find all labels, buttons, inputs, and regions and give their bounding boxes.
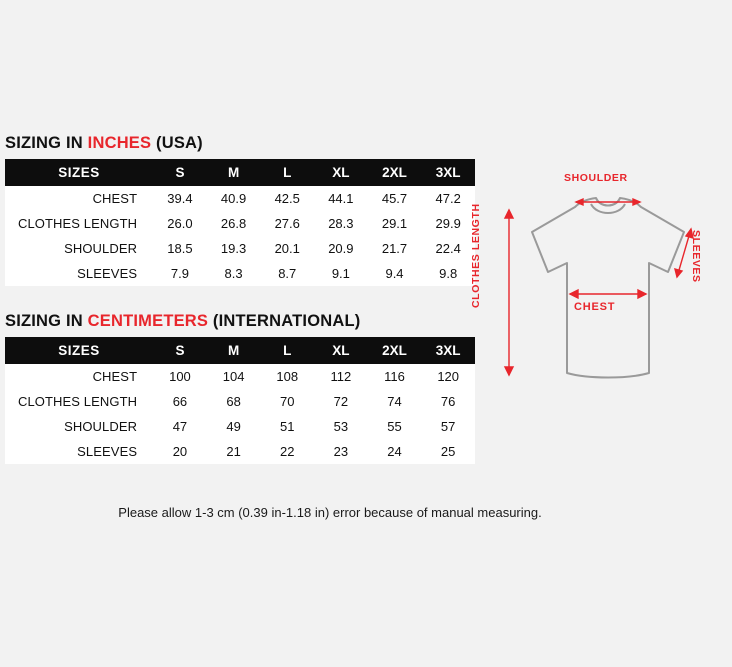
inches-chest-s: 39.4 xyxy=(153,186,207,211)
inches-size-table xyxy=(5,159,475,286)
table-row xyxy=(5,186,475,211)
table-row xyxy=(5,261,475,286)
table-row xyxy=(5,364,475,389)
inches-chest-3xl: 47.2 xyxy=(421,186,475,211)
inches-heading-suffix: (USA) xyxy=(151,134,203,152)
centimeters-chest-xl: 112 xyxy=(314,364,368,389)
tshirt-diagram xyxy=(470,160,728,425)
inches-sleeves-s: 7.9 xyxy=(153,261,207,286)
inches-sleeves-xl: 9.1 xyxy=(314,261,368,286)
centimeters-col-s: S xyxy=(153,337,207,364)
tshirt-illustration-svg xyxy=(478,160,728,425)
inches-shoulder-l: 20.1 xyxy=(260,236,314,261)
inches-sleeves-3xl: 9.8 xyxy=(421,261,475,286)
clothes-length-label: CLOTHES LENGTH xyxy=(470,203,482,308)
chest-measure-arrow xyxy=(570,290,646,298)
inches-clothes-length-2xl: 29.1 xyxy=(368,211,422,236)
measurement-note: Please allow 1-3 cm (0.39 in-1.18 in) error because of manual measuring. xyxy=(118,505,542,520)
inches-row-label-sleeves: SLEEVES xyxy=(5,261,153,286)
centimeters-chest-2xl: 116 xyxy=(368,364,422,389)
centimeters-col-xl: XL xyxy=(314,337,368,364)
inches-row-label-clothes-length: CLOTHES LENGTH xyxy=(5,211,153,236)
inches-header-row xyxy=(5,159,475,186)
centimeters-col-2xl: 2XL xyxy=(368,337,422,364)
inches-clothes-length-3xl: 29.9 xyxy=(421,211,475,236)
inches-shoulder-3xl: 22.4 xyxy=(421,236,475,261)
shoulder-label: SHOULDER xyxy=(564,172,628,184)
inches-shoulder-s: 18.5 xyxy=(153,236,207,261)
inches-clothes-length-l: 27.6 xyxy=(260,211,314,236)
centimeters-table-heading xyxy=(5,312,475,331)
centimeters-heading-highlight: CENTIMETERS xyxy=(87,312,209,330)
centimeters-sleeves-m: 21 xyxy=(207,439,261,464)
centimeters-shoulder-m: 49 xyxy=(207,414,261,439)
inches-col-xl: XL xyxy=(314,159,368,186)
centimeters-shoulder-3xl: 57 xyxy=(421,414,475,439)
centimeters-heading-prefix: SIZING IN xyxy=(5,312,88,330)
inches-col-3xl: 3XL xyxy=(421,159,475,186)
tables-spacer xyxy=(5,286,475,312)
centimeters-clothes-length-3xl: 76 xyxy=(421,389,475,414)
inches-chest-l: 42.5 xyxy=(260,186,314,211)
inches-row-label-shoulder: SHOULDER xyxy=(5,236,153,261)
centimeters-chest-l: 108 xyxy=(260,364,314,389)
inches-chest-2xl: 45.7 xyxy=(368,186,422,211)
inches-row-label-chest: CHEST xyxy=(5,186,153,211)
inches-col-m: M xyxy=(207,159,261,186)
centimeters-sleeves-2xl: 24 xyxy=(368,439,422,464)
clothes-length-measure-arrow xyxy=(505,210,513,375)
centimeters-row-label-shoulder: SHOULDER xyxy=(5,414,153,439)
inches-shoulder-m: 19.3 xyxy=(207,236,261,261)
table-row xyxy=(5,211,475,236)
centimeters-col-sizes: SIZES xyxy=(5,337,153,364)
inches-table-body xyxy=(5,186,475,286)
centimeters-clothes-length-s: 66 xyxy=(153,389,207,414)
inches-chest-xl: 44.1 xyxy=(314,186,368,211)
chest-label: CHEST xyxy=(574,301,616,313)
centimeters-chest-s: 100 xyxy=(153,364,207,389)
centimeters-row-label-chest: CHEST xyxy=(5,364,153,389)
centimeters-sleeves-s: 20 xyxy=(153,439,207,464)
inches-chest-m: 40.9 xyxy=(207,186,261,211)
centimeters-row-label-clothes-length: CLOTHES LENGTH xyxy=(5,389,153,414)
centimeters-table-body xyxy=(5,364,475,464)
centimeters-shoulder-xl: 53 xyxy=(314,414,368,439)
tshirt-outline xyxy=(532,198,684,378)
inches-col-sizes: SIZES xyxy=(5,159,153,186)
inches-table-head xyxy=(5,159,475,186)
inches-sleeves-m: 8.3 xyxy=(207,261,261,286)
inches-col-s: S xyxy=(153,159,207,186)
centimeters-shoulder-s: 47 xyxy=(153,414,207,439)
centimeters-size-table xyxy=(5,337,475,464)
table-row xyxy=(5,439,475,464)
table-row xyxy=(5,414,475,439)
inches-table-heading xyxy=(5,134,475,153)
inches-clothes-length-m: 26.8 xyxy=(207,211,261,236)
centimeters-clothes-length-l: 70 xyxy=(260,389,314,414)
inches-clothes-length-xl: 28.3 xyxy=(314,211,368,236)
table-row xyxy=(5,236,475,261)
centimeters-header-row xyxy=(5,337,475,364)
centimeters-shoulder-l: 51 xyxy=(260,414,314,439)
inches-heading-prefix: SIZING IN xyxy=(5,134,88,152)
inches-shoulder-xl: 20.9 xyxy=(314,236,368,261)
centimeters-sleeves-xl: 23 xyxy=(314,439,368,464)
inches-heading-highlight: INCHES xyxy=(87,134,152,152)
centimeters-col-l: L xyxy=(260,337,314,364)
sleeves-label: SLEEVES xyxy=(690,230,702,283)
table-row xyxy=(5,389,475,414)
centimeters-col-3xl: 3XL xyxy=(421,337,475,364)
centimeters-chest-3xl: 120 xyxy=(421,364,475,389)
inches-sleeves-l: 8.7 xyxy=(260,261,314,286)
centimeters-sleeves-3xl: 25 xyxy=(421,439,475,464)
inches-col-l: L xyxy=(260,159,314,186)
centimeters-col-m: M xyxy=(207,337,261,364)
centimeters-table-head xyxy=(5,337,475,364)
inches-clothes-length-s: 26.0 xyxy=(153,211,207,236)
centimeters-clothes-length-2xl: 74 xyxy=(368,389,422,414)
inches-col-2xl: 2XL xyxy=(368,159,422,186)
inches-sleeves-2xl: 9.4 xyxy=(368,261,422,286)
centimeters-sleeves-l: 22 xyxy=(260,439,314,464)
centimeters-clothes-length-m: 68 xyxy=(207,389,261,414)
size-tables-column xyxy=(5,134,475,464)
centimeters-clothes-length-xl: 72 xyxy=(314,389,368,414)
centimeters-heading-suffix: (INTERNATIONAL) xyxy=(208,312,361,330)
centimeters-chest-m: 104 xyxy=(207,364,261,389)
centimeters-shoulder-2xl: 55 xyxy=(368,414,422,439)
centimeters-row-label-sleeves: SLEEVES xyxy=(5,439,153,464)
inches-shoulder-2xl: 21.7 xyxy=(368,236,422,261)
